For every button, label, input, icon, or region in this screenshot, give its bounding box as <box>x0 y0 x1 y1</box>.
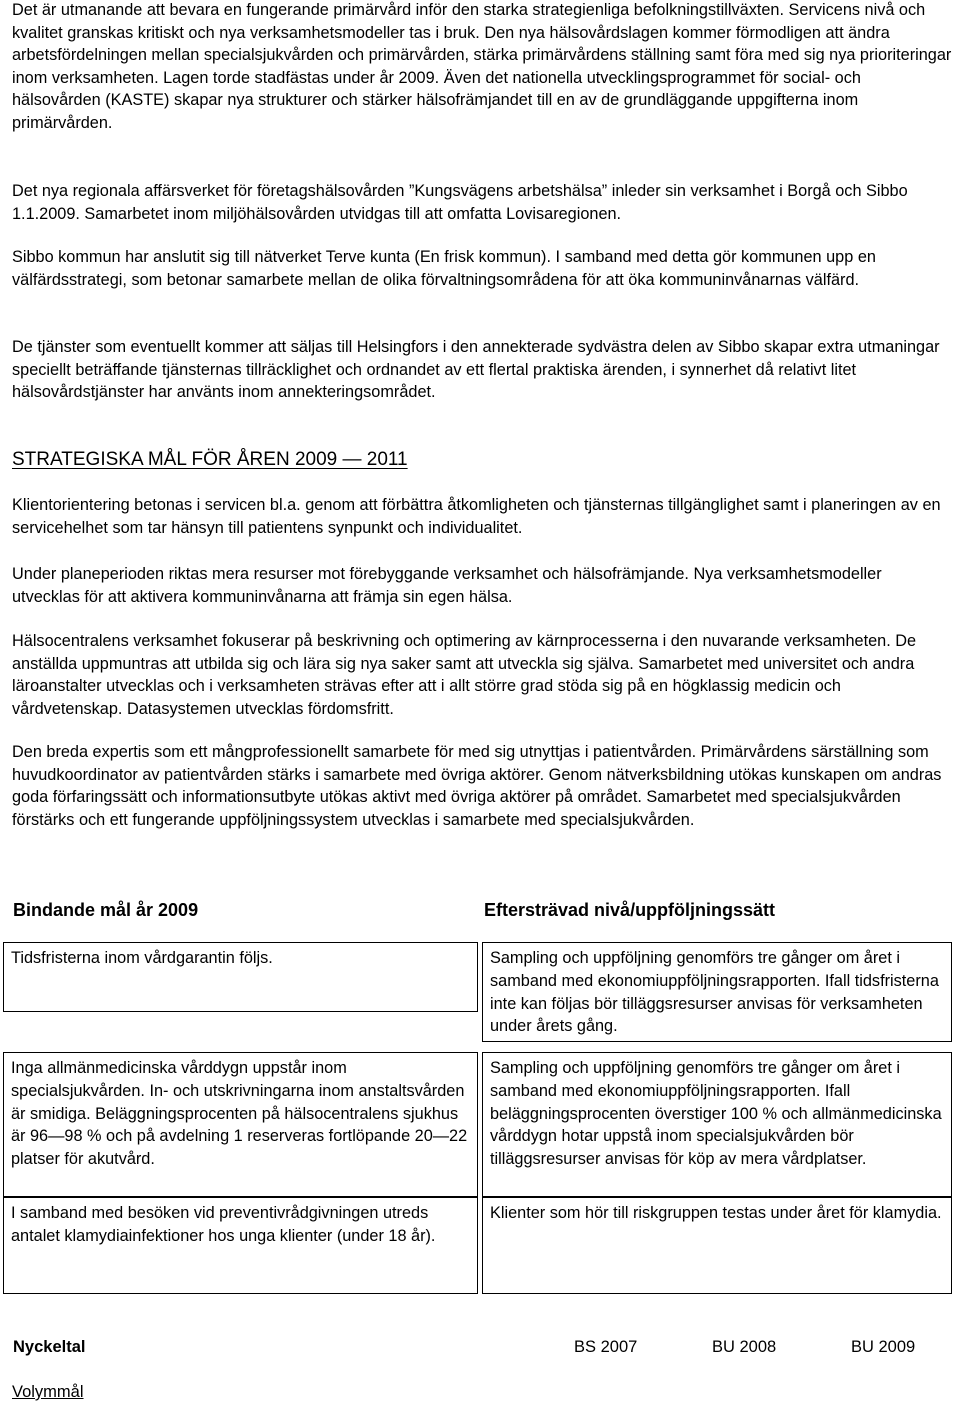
halsocentral-paragraph: Hälsocentralens verksamhet fokuserar på beskrivning och optimering av kärnprocesserna i den nuvarande verksamheten. De anställda uppmuntras att utbilda sig och lära sig nya saker samt att utveckla sig själva. Samarbetet med universitet och andra läroanstalter utvecklas och i verksamheten strävas efter att i allt större grad stöda sig på en högklassig medicin och vårdvetenskap. Datasystemen utvecklas fördomsfritt. <box>12 632 917 718</box>
nyckeltal-bu2008: BU 2008 <box>712 1338 777 1356</box>
followup-cell-3: Klienter som hör till riskgruppen testas under året för klamydia. <box>482 1197 952 1294</box>
goals-column-header: Bindande mål år 2009 <box>13 900 199 920</box>
goal-cell-3: I samband med besöken vid preventivrådgivningen utreds antalet klamydiainfektioner hos unga klienter (under 18 år). <box>3 1197 478 1294</box>
goals-table <box>12 942 960 1294</box>
resurser-paragraph: Under planeperioden riktas mera resurser mot förebyggande verksamhet och hälsofrämjande. Nya verksamhetsmodeller utvecklas för att aktivera kommuninvånarna att främja sin egen hälsa. <box>12 565 882 606</box>
nyckeltal-bs2007: BS 2007 <box>574 1338 638 1356</box>
intro-paragraph: Det är utmanande att bevara en fungerande primärvård inför den starka strategienliga befolkningstillväxten. Servicens nivå och kvalitet granskas kritiskt och nya verksamhetsmodeller tas i bruk. Den nya hälsovårdslagen kommer förmodligen att ändra arbetsfördelningen mellan specialsjukvården och primärvården, stärka primärvårdens ställning samt föra med sig nya prioriteringar inom verksamheten. Lagen torde stadfästas under år 2009. Även det nationella utvecklingsprogrammet för social- och hälsovården (KASTE) skapar nya strukturer och stärker hälsofrämjandet till en av de grundläggande uppgifterna inom primärvården. <box>12 1 952 132</box>
volymmal-label: Volymmål <box>12 1383 84 1401</box>
terve-paragraph: Sibbo kommun har anslutit sig till nätverket Terve kunta (En frisk kommun). I samband med detta gör kommunen upp en välfärdsstrategi, som betonar samarbete mellan de olika förvaltningsområdena för att öka kommuninvånarnas välfärd. <box>12 248 876 289</box>
goal-cell-1: Tidsfristerna inom vårdgarantin följs. <box>3 942 478 1012</box>
goal-cell-2: Inga allmänmedicinska vårddygn uppstår inom specialsjukvården. In- och utskrivningarna inom anstaltsvården är smidiga. Beläggningsprocenten på hälsocentralens sjukhus är 96—98 % och på avdelning 1 reserveras fortlöpande 20—22 platser för akutvård. <box>3 1052 478 1197</box>
section-heading: STRATEGISKA MÅL FÖR ÅREN 2009 — 2011 <box>12 449 408 470</box>
nyckeltal-label: Nyckeltal <box>13 1338 86 1356</box>
followup-column-header: Eftersträvad nivå/uppföljningssätt <box>484 900 776 920</box>
expertis-paragraph: Den breda expertis som ett mångprofessionellt samarbete för med sig utnyttjas i patientvården. Primärvårdens särställning som huvudkoordinator av patientvården stärks i samarbete med övriga aktörer. Genom nätverksbildning utökas kunskapen om andras goda förfaringssätt och informationsutbyte utökas aktivt med övriga aktörer på området. Samarbetet med specialsjukvården förstärks och ett fungerande uppföljningssystem utvecklas i samarbete med specialsjukvården. <box>12 743 942 829</box>
nyckeltal-bu2009: BU 2009 <box>851 1338 916 1356</box>
followup-cell-2: Sampling och uppföljning genomförs tre gånger om året i samband med ekonomiuppföljningsrapporten. Ifall beläggningsprocenten överstiger 100 % och allmänmedicinska vårddygn hotar uppstå inom specialsjukvården bör tilläggsresurser anvisas för köp av mera vårdplatser. <box>482 1052 952 1197</box>
followup-cell-1: Sampling och uppföljning genomförs tre gånger om året i samband med ekonomiuppföljningsrapporten. Ifall tidsfristerna inte kan följas bör tilläggsresurser anvisas för verksamheten under årets gång. <box>482 942 952 1042</box>
klient-paragraph: Klientorientering betonas i servicen bl.a. genom att förbättra åtkomligheten och tjänsternas tillgänglighet samt i planeringen av en servicehelhet som tar hänsyn till patientens synpunkt och individualitet. <box>12 496 941 537</box>
regional-paragraph: Det nya regionala affärsverket för företagshälsovården ”Kungsvägens arbetshälsa” inleder sin verksamhet i Borgå och Sibbo 1.1.2009. Samarbetet inom miljöhälsovården utvidgas till att omfatta Lovisaregionen. <box>12 182 908 223</box>
helsingfors-paragraph: De tjänster som eventuellt kommer att säljas till Helsingfors i den annekterade sydvästra delen av Sibbo skapar extra utmaningar speciellt beträffande tjänsternas tillräcklighet och ordnandet av ett flertal praktiska ärenden, i synnerhet då relativt litet hälsovårdstjänster har använts inom annekteringsområdet. <box>12 338 940 402</box>
